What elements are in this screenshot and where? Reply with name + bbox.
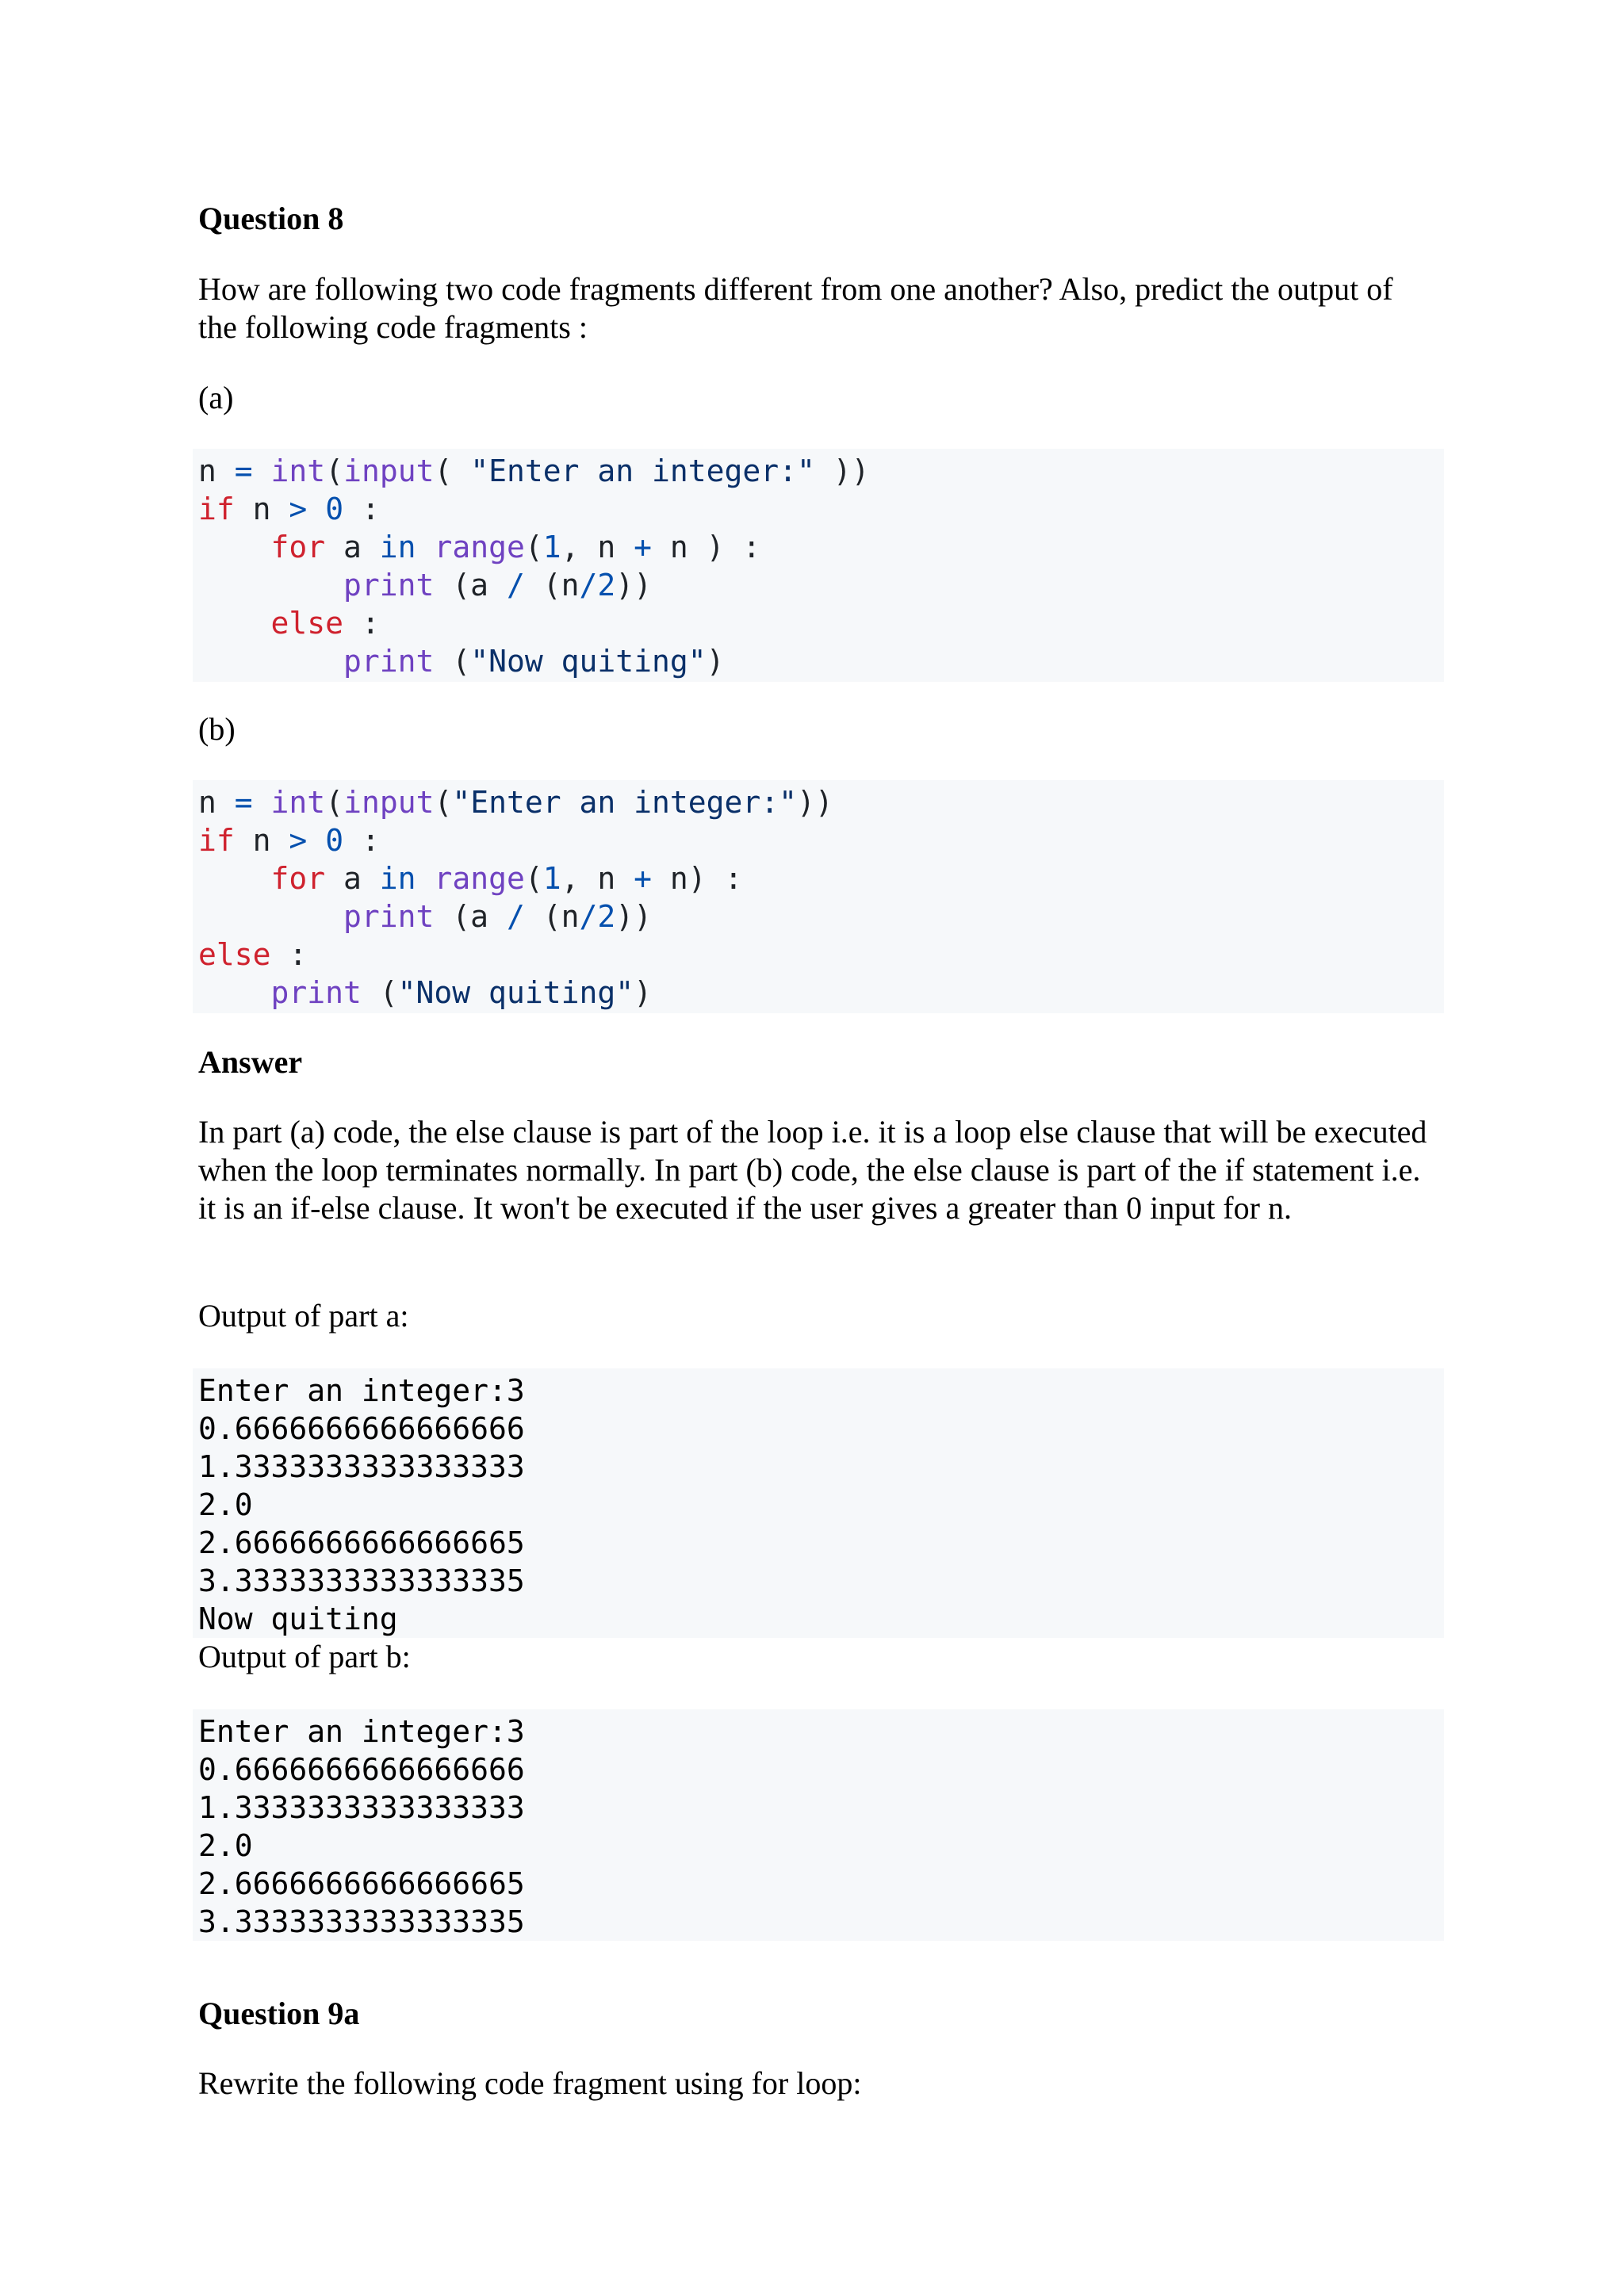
code-token <box>198 606 271 641</box>
code-token: / <box>506 568 525 603</box>
code-token: ) <box>706 644 725 679</box>
code-token: )) <box>814 453 870 488</box>
code-line <box>198 974 652 1012</box>
code-token: : <box>343 492 380 526</box>
code-token: > <box>289 492 308 526</box>
code-token: )) <box>615 899 653 934</box>
output-line: 2.0 <box>198 1487 253 1522</box>
output-line: 0.6666666666666666 <box>198 1411 525 1446</box>
code-token: (n <box>524 899 580 934</box>
code-token: ( <box>361 975 398 1010</box>
code-token: "Now quiting" <box>470 644 707 679</box>
code-token: n <box>234 492 289 526</box>
output-a-label: Output of part a: <box>198 1298 409 1334</box>
code-token: / <box>579 568 598 603</box>
code-token <box>307 492 325 526</box>
code-token: input <box>343 785 435 820</box>
code-token: )) <box>797 785 833 820</box>
output-line: 2.0 <box>198 1828 253 1863</box>
code-line <box>198 490 380 528</box>
code-token: "Enter an integer:" <box>452 785 798 820</box>
code-token <box>253 453 271 488</box>
code-token <box>307 823 325 858</box>
output-line: 2.6666666666666665 <box>198 1866 525 1901</box>
output-line: Now quiting <box>198 1601 398 1636</box>
code-token: print <box>343 899 435 934</box>
code-token: ( <box>325 453 344 488</box>
code-token: print <box>343 568 435 603</box>
code-token: range <box>434 861 525 896</box>
code-token: / <box>579 899 598 934</box>
code-token: / <box>506 899 525 934</box>
output-line: 1.3333333333333333 <box>198 1790 525 1825</box>
question-9a-title: Question 9a <box>198 1996 360 2031</box>
code-token: if <box>198 823 235 858</box>
code-token: ( <box>524 861 543 896</box>
code-token: for <box>270 530 326 564</box>
question-9a-prompt: Rewrite the following code fragment using for loop: <box>198 2065 862 2101</box>
code-token: = <box>234 785 253 820</box>
code-token: print <box>343 644 435 679</box>
code-token: : <box>343 823 380 858</box>
code-token: )) <box>615 568 653 603</box>
code-token <box>198 568 343 603</box>
code-token: 2 <box>597 568 616 603</box>
code-line <box>198 642 725 680</box>
output-b-label: Output of part b: <box>198 1639 411 1674</box>
code-token: ( <box>434 453 471 488</box>
code-token: a <box>325 861 380 896</box>
code-token: for <box>270 861 326 896</box>
code-token: "Enter an integer:" <box>470 453 815 488</box>
code-token: else <box>270 606 344 641</box>
code-token: ( <box>434 785 453 820</box>
code-line <box>198 859 742 897</box>
code-block-b <box>193 780 1444 1013</box>
code-token <box>198 899 343 934</box>
output-line: 1.3333333333333333 <box>198 1449 525 1484</box>
code-line <box>198 566 652 604</box>
code-token: + <box>634 861 653 896</box>
question-8-prompt: How are following two code fragments different from one another? Also, predict the output of the following code fragments : <box>198 271 1393 345</box>
output-line: 2.6666666666666665 <box>198 1525 525 1560</box>
code-token: + <box>634 530 653 564</box>
code-token: in <box>379 861 416 896</box>
code-token: > <box>289 823 308 858</box>
code-token: n <box>198 785 235 820</box>
code-token: ) <box>634 975 652 1010</box>
code-line <box>198 604 380 642</box>
code-token <box>253 785 271 820</box>
code-token: 0 <box>325 492 344 526</box>
code-token: print <box>270 975 362 1010</box>
output-block-a <box>193 1368 1444 1638</box>
code-token <box>198 530 271 564</box>
code-block-a <box>193 449 1444 682</box>
part-a-label: (a) <box>198 380 234 415</box>
code-token <box>416 530 435 564</box>
code-token: n) : <box>652 861 743 896</box>
answer-title: Answer <box>198 1044 303 1080</box>
code-token: (a <box>434 568 507 603</box>
code-token: n <box>234 823 289 858</box>
code-token: else <box>198 937 271 972</box>
code-token: = <box>234 453 253 488</box>
code-line <box>198 897 652 936</box>
code-token: (a <box>434 899 507 934</box>
code-token: 1 <box>542 530 561 564</box>
code-token: ( <box>325 785 344 820</box>
code-line <box>198 936 307 974</box>
output-line: 3.3333333333333335 <box>198 1563 525 1598</box>
answer-text: In part (a) code, the else clause is part of the loop i.e. it is a loop else clause that will be executed when the loop terminates normally. In part (b) code, the else clause is part of the if statement i.e. it is an if-else clause. It won't be executed if the user gives a greater than 0 input for n. <box>198 1114 1427 1226</box>
output-line: Enter an integer:3 <box>198 1373 525 1408</box>
code-line <box>198 452 870 490</box>
code-token: input <box>343 453 435 488</box>
code-token: range <box>434 530 525 564</box>
code-token: n ) : <box>652 530 761 564</box>
output-block-b <box>193 1709 1444 1941</box>
code-token: ( <box>524 530 543 564</box>
code-token: 1 <box>542 861 561 896</box>
code-token: : <box>270 937 308 972</box>
code-line <box>198 821 380 859</box>
code-line <box>198 783 833 821</box>
question-8-title: Question 8 <box>198 201 344 236</box>
code-token: if <box>198 492 235 526</box>
code-token: a <box>325 530 380 564</box>
code-token <box>198 975 271 1010</box>
code-token: 0 <box>325 823 344 858</box>
code-token: n <box>198 453 235 488</box>
code-token: int <box>270 785 326 820</box>
code-line <box>198 528 760 566</box>
code-token <box>416 861 435 896</box>
output-line: Enter an integer:3 <box>198 1714 525 1749</box>
code-token <box>198 644 343 679</box>
code-token <box>198 861 271 896</box>
code-token: : <box>343 606 380 641</box>
output-line: 0.6666666666666666 <box>198 1752 525 1787</box>
part-b-label: (b) <box>198 711 236 747</box>
output-line: 3.3333333333333335 <box>198 1904 525 1939</box>
code-token: in <box>379 530 416 564</box>
code-token: "Now quiting" <box>397 975 634 1010</box>
code-token: , n <box>561 530 634 564</box>
code-token: 2 <box>597 899 616 934</box>
code-token: ( <box>434 644 471 679</box>
code-token: int <box>270 453 326 488</box>
code-token: (n <box>524 568 580 603</box>
code-token: , n <box>561 861 634 896</box>
